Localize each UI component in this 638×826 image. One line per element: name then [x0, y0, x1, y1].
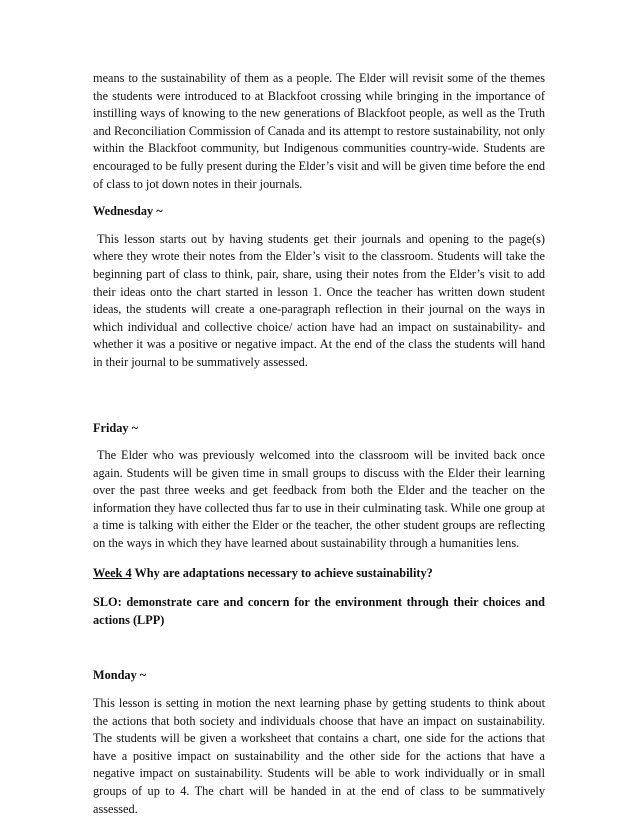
week-label: Week 4 [93, 565, 132, 580]
heading-monday: Monday ~ [93, 668, 147, 683]
paragraph-elder-visit: means to the sustainability of them as a people. The Elder will revisit some of the themes the students were introduced to at Blackfoot crossing while bringing in the importance of instilling ways of knowing to the new generations of Blackfoot people, as well as the Truth and Reconciliation Commission of Canada and its attempt to restore sustainability, not only within the Blackfoot community, but Indigenous communities country-wide. Students are encouraged to be fully present during the Elder’s visit and will be given time before the end of class to jot down notes in their journals. [93, 71, 545, 191]
document-page [93, 70, 545, 818]
heading-week-4 [93, 565, 545, 583]
heading-friday: Friday ~ [93, 420, 138, 435]
paragraph-wednesday: This lesson starts out by having students get their journals and opening to the page(s) where they wrote their notes from the Elder’s visit to the classroom. Students will take the beginning part of class to think, pair, share, using their notes from the Elder’s visit to add their ideas onto the chart started in lesson 1. Once the teacher has written down student ideas, the students will create a one-paragraph reflection in their journal on the ways in which individual and collective choice/ action have had an impact on sustainability- and whether it was a positive or negative impact. At the end of the class the students will hand in their journal to be summatively assessed. [93, 231, 545, 369]
paragraph-monday: This lesson is setting in motion the next learning phase by getting students to think about the actions that both society and individuals choose that have an impact on sustainability. The students will be given a worksheet that contains a chart, one side for the actions that have a positive impact on sustainability and the other side for the actions that have a negative impact on sustainability. Students will be able to work individually or in small groups of up to 4. The chart will be handed in at the end of class to be summatively assessed. [93, 696, 545, 816]
paragraph-friday: The Elder who was previously welcomed into the classroom will be invited back once again. Students will be given time in small groups to discuss with the Elder their learning over the past three weeks and get feedback from both the Elder and the teacher on the information they have collected thus far to use in their culminating task. While one group at a time is talking with either the Elder or the teacher, the other student groups are reflecting on the ways in which they have learned about sustainability through a humanities lens. [93, 448, 545, 551]
heading-wednesday: Wednesday ~ [93, 204, 163, 219]
slo-statement: SLO: demonstrate care and concern for the environment through their choices and actions (LPP) [93, 595, 545, 627]
week-question: Why are adaptations necessary to achieve sustainability? [131, 565, 433, 580]
